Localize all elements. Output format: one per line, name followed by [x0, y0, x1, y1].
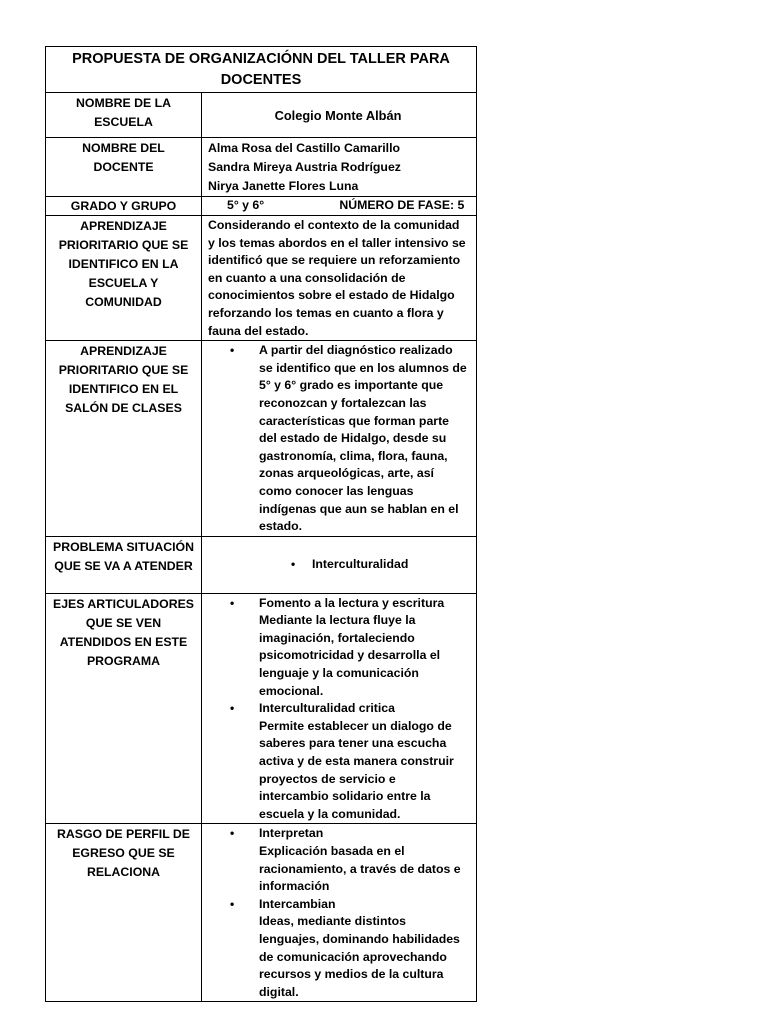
profile-cell — [202, 824, 477, 1002]
learning-community-label: APRENDIZAJE PRIORITARIO QUE SE IDENTIFICO EN LA ESCUELA Y COMUNIDAD — [46, 216, 202, 341]
grade-row — [46, 197, 477, 216]
item-title: • Fomento a la lectura y escritura — [259, 595, 445, 610]
document-title: PROPUESTA DE ORGANIZACIÓNN DEL TALLER PARA DOCENTES — [46, 47, 477, 93]
school-label: NOMBRE DE LA ESCUELA — [46, 93, 202, 138]
item-text: Ideas, mediante distintos lenguajes, dominando habilidades de comunicación aprovechando recursos y medios de la cultura digital. — [259, 914, 460, 999]
learning-classroom-cell — [202, 341, 477, 537]
bullet-list — [208, 595, 468, 824]
list-item — [208, 896, 468, 1002]
list-item: • Interculturalidad — [208, 556, 468, 574]
item-text: Mediante la lectura fluye la imaginación, fortaleciendo psicomotricidad y desarrolla el lenguaje y la comunicación emocional. — [259, 613, 441, 698]
teacher-name: Sandra Mireya Austria Rodríguez — [208, 160, 401, 174]
axes-label: EJES ARTICULADORES QUE SE VEN ATENDIDOS EN ESTE PROGRAMA — [46, 593, 202, 824]
list-item: • A partir del diagnóstico realizado se identifico que en los alumnos de 5° y 6° grado es importante que reconozcan y fortalezcan las características que forman parte del estado de Hidalgo, desde su gastronomía, clima, flora, fauna, zonas arqueológicas, arte, así como conocer las lenguas indígenas que aun se hablan en el estado. — [208, 342, 468, 536]
item-text: Permite establecer un dialogo de saberes para tener una escucha activa y de esta manera construir proyectos de servicio e intercambio solidario entre la escuela y la comunidad. — [259, 718, 454, 821]
grade-value: 5° y 6° NÚMERO DE FASE: 5 — [202, 197, 477, 216]
teacher-name: Alma Rosa del Castillo Camarillo — [208, 141, 401, 155]
school-row — [46, 93, 477, 138]
list-item — [208, 595, 468, 701]
title-row — [46, 47, 477, 93]
item-title: • Interpretan — [259, 826, 324, 841]
axes-cell — [202, 593, 477, 824]
item-title: • Intercambian — [259, 896, 336, 911]
problem-row — [46, 536, 477, 593]
learning-community-row — [46, 216, 477, 341]
item-title: • Interculturalidad critica — [259, 701, 395, 716]
profile-row — [46, 824, 477, 1002]
list-item — [208, 825, 468, 895]
school-name: Colegio Monte Albán — [202, 93, 477, 138]
list-item — [208, 700, 468, 823]
learning-community-text: Considerando el contexto de la comunidad y los temas abordos en el taller intensivo se identificó que se requiere un reforzamiento en cuanto a una consolidación de conocimientos sobre el estado de Hidalgo reforzando los temas en cuanto a flora y fauna del estado. — [202, 216, 477, 341]
teacher-label: NOMBRE DEL DOCENTE — [46, 138, 202, 197]
workshop-proposal-table — [45, 46, 477, 1002]
problem-cell — [202, 536, 477, 593]
learning-classroom-label: APRENDIZAJE PRIORITARIO QUE SE IDENTIFICO EN EL SALÓN DE CLASES — [46, 341, 202, 537]
teacher-names — [202, 138, 477, 197]
problem-label: PROBLEMA SITUACIÓN QUE SE VA A ATENDER — [46, 536, 202, 593]
item-text: Explicación basada en el racionamiento, a través de datos e información — [259, 844, 461, 894]
axes-row — [46, 593, 477, 824]
bullet-list — [208, 342, 468, 536]
grade-label: GRADO Y GRUPO — [46, 197, 202, 216]
bullet-list — [208, 825, 468, 1001]
learning-classroom-row — [46, 341, 477, 537]
teacher-name: Nirya Janette Flores Luna — [208, 179, 359, 193]
bullet-list — [208, 556, 468, 574]
profile-label: RASGO DE PERFIL DE EGRESO QUE SE RELACIONA — [46, 824, 202, 1002]
teacher-row — [46, 138, 477, 197]
